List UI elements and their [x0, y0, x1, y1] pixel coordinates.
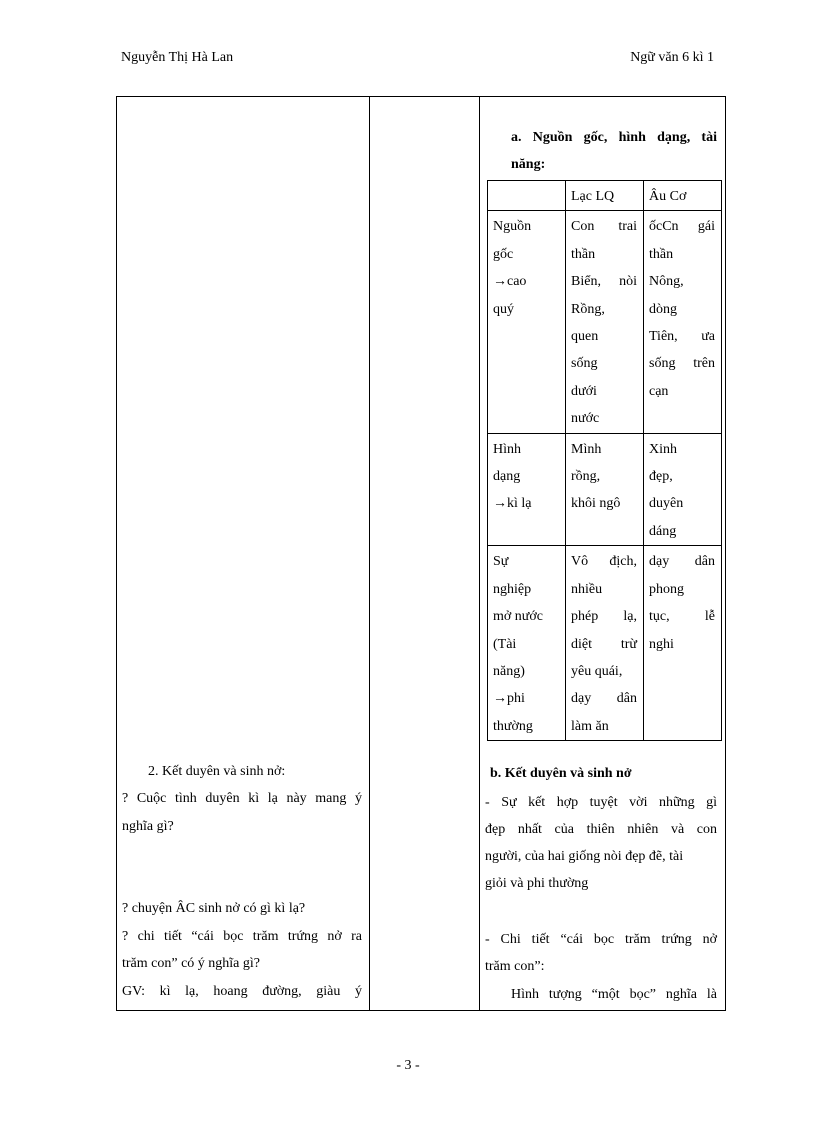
cell-line: gốc	[493, 246, 514, 262]
cell-line: đẹp,	[649, 469, 673, 485]
section-a-heading-line1: a. Nguồn gốc, hình dạng, tài	[511, 130, 717, 145]
cell-line: rồng,	[571, 469, 601, 485]
cell-line: thần	[649, 246, 674, 262]
lesson-table	[116, 96, 726, 1011]
left-teacher-note: GV: kì lạ, hoang đường, giàu ý	[122, 984, 362, 999]
table-row	[488, 211, 722, 433]
cell-line: diệt trừ	[571, 636, 637, 652]
cell-line: duyên	[649, 496, 684, 512]
cell-line: mở nước	[493, 609, 543, 625]
table-cell-appearance	[488, 433, 566, 546]
table-cell-au-co-appearance	[644, 433, 722, 546]
cell-line: năng)	[493, 663, 525, 679]
cell-line: dạy dân	[571, 691, 637, 707]
cell-line: yêu quái,	[571, 663, 623, 679]
cell-line: tục, lễ	[649, 609, 715, 625]
cell-line: nước	[571, 411, 600, 427]
cell-line: Xinh	[649, 441, 677, 457]
left-question-line: trăm con” có ý nghĩa gì?	[122, 956, 261, 971]
left-question-line: ? chi tiết “cái bọc trăm trứng nở ra	[122, 929, 362, 944]
column-divider-1	[369, 97, 370, 1010]
left-question-line: nghĩa gì?	[122, 819, 174, 834]
table-header-cell: Lạc LQ	[566, 181, 644, 211]
cell-line: Nguồn	[493, 219, 532, 235]
section-b-line: giỏi và phi thường	[485, 876, 589, 891]
cell-line: sống	[571, 356, 598, 372]
left-question-line: ? chuyện ÂC sinh nở có gì kì lạ?	[122, 901, 306, 916]
cell-line: Biển, nòi	[571, 274, 637, 290]
table-cell-au-co-career	[644, 546, 722, 741]
cell-line: cạn	[649, 383, 669, 399]
cell-line: →cao	[493, 274, 527, 290]
table-cell-lac-long-quan-origin	[566, 211, 644, 433]
table-cell-lac-long-quan-career	[566, 546, 644, 741]
cell-line: phép lạ,	[571, 609, 637, 625]
cell-line: dạy dân	[649, 554, 715, 570]
cell-line: →kì lạ	[493, 496, 532, 512]
table-header-cell	[488, 181, 566, 211]
section-b-heading: b. Kết duyên và sinh nở	[490, 766, 632, 781]
cell-line: nghiệp	[493, 581, 532, 597]
section-b-line: - Sự kết hợp tuyệt vời những gì	[485, 795, 717, 810]
section-b-line: người, của hai giống nòi đẹp đẽ, tài	[485, 849, 684, 864]
header-subject: Ngữ văn 6 kì 1	[630, 50, 714, 65]
cell-line: làm ăn	[571, 718, 609, 734]
cell-line: sống trên	[649, 356, 715, 372]
cell-line: Con trai	[571, 219, 637, 235]
header-author: Nguyễn Thị Hà Lan	[121, 50, 234, 65]
table-row	[488, 546, 722, 741]
section-b-line: đẹp nhất của thiên nhiên và con	[485, 822, 717, 837]
cell-line: Mình	[571, 441, 602, 457]
cell-line: nhiều	[571, 581, 603, 597]
cell-line: (Tài	[493, 636, 517, 652]
left-question-line: ? Cuộc tình duyên kì lạ này mang ý	[122, 791, 362, 806]
comparison-table	[487, 180, 722, 741]
section-b-line: - Chi tiết “cái bọc trăm trứng nở	[485, 932, 717, 947]
cell-line: ốcCn gái	[649, 219, 715, 235]
cell-line: Hình	[493, 441, 521, 457]
cell-line: dạng	[493, 469, 521, 485]
cell-line: thường	[493, 718, 533, 734]
table-cell-origin	[488, 211, 566, 433]
section-2-heading: 2. Kết duyên và sinh nở:	[148, 764, 286, 779]
cell-line: quen	[571, 329, 599, 345]
table-header-row	[488, 181, 722, 211]
cell-line: Rồng,	[571, 301, 605, 317]
cell-line: Nông,	[649, 274, 684, 290]
table-header-cell: Âu Cơ	[644, 181, 722, 211]
cell-line: Tiên, ưa	[649, 329, 715, 345]
table-cell-lac-long-quan-appearance	[566, 433, 644, 546]
table-cell-au-co-origin	[644, 211, 722, 433]
cell-line: Sự	[493, 554, 509, 570]
cell-line: quý	[493, 301, 514, 317]
cell-line: dòng	[649, 301, 677, 317]
cell-line: nghi	[649, 636, 674, 652]
cell-line: khôi ngô	[571, 496, 621, 512]
cell-line: phong	[649, 581, 684, 597]
cell-line: Vô địch,	[571, 554, 637, 570]
column-divider-2	[479, 97, 480, 1010]
table-cell-career	[488, 546, 566, 741]
table-row	[488, 433, 722, 546]
section-a-heading-line2: năng:	[511, 157, 546, 172]
cell-line: dáng	[649, 523, 677, 539]
page-number: - 3 -	[396, 1058, 420, 1073]
section-b-line: trăm con”:	[485, 959, 545, 974]
cell-line: →phi	[493, 691, 525, 707]
cell-line: thần	[571, 246, 596, 262]
section-b-line: Hình tượng “một bọc” nghĩa là	[511, 987, 717, 1002]
cell-line: dưới	[571, 383, 597, 399]
